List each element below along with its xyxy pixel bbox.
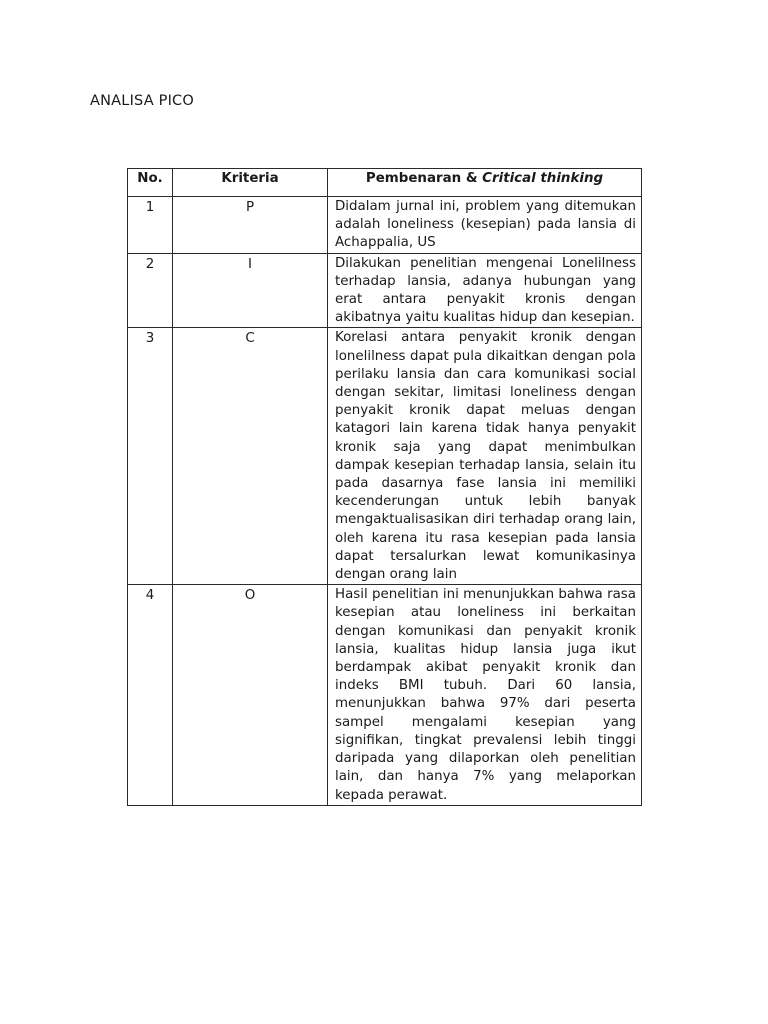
table-row bbox=[128, 253, 642, 328]
table-row bbox=[128, 197, 642, 254]
header-pembenaran bbox=[328, 169, 642, 197]
row-number: 4 bbox=[128, 585, 173, 805]
header-kriteria: Kriteria bbox=[173, 169, 328, 197]
pico-table bbox=[127, 168, 642, 806]
row-pembenaran: Korelasi antara penyakit kronik dengan lonelilness dapat pula dikaitkan dengan pola perilaku lansia dan cara komunikasi social dengan sekitar, limitasi loneliness dengan penyakit kronik dapat meluas dengan katagori lain karena tidak hanya penyakit kronik saja yang dapat menimbulkan dampak kesepian terhadap lansia, selain itu pada dasarnya fase lansia ini memiliki kecenderungan untuk lebih banyak mengaktualisasikan diri terhadap orang lain, oleh karena itu rasa kesepian pada lansia dapat tersalurkan lewat komunikasinya dengan orang lain bbox=[328, 328, 642, 585]
table-header-row bbox=[128, 169, 642, 197]
table-row bbox=[128, 328, 642, 585]
table-row bbox=[128, 585, 642, 805]
header-pembenaran-italic: Critical thinking bbox=[482, 171, 604, 186]
row-pembenaran: Hasil penelitian ini menunjukkan bahwa rasa kesepian atau loneliness ini berkaitan dengan komunikasi dan penyakit kronik lansia, kualitas hidup lansia juga ikut berdampak akibat penyakit kronik dan indeks BMI tubuh. Dari 60 lansia, menunjukkan bahwa 97% dari peserta sampel mengalami kesepian yang signifikan, tingkat prevalensi lebih tinggi daripada yang dilaporkan oleh penelitian lain, dan hanya 7% yang melaporkan kepada perawat. bbox=[328, 585, 642, 805]
row-number: 2 bbox=[128, 253, 173, 328]
row-pembenaran: Dilakukan penelitian mengenai Lonelilness terhadap lansia, adanya hubungan yang erat antara penyakit kronis dengan akibatnya yaitu kualitas hidup dan kesepian. bbox=[328, 253, 642, 328]
row-kriteria: I bbox=[173, 253, 328, 328]
row-number: 3 bbox=[128, 328, 173, 585]
row-kriteria: P bbox=[173, 197, 328, 254]
row-kriteria: C bbox=[173, 328, 328, 585]
row-kriteria: O bbox=[173, 585, 328, 805]
document-title: ANALISA PICO bbox=[90, 93, 194, 109]
row-number: 1 bbox=[128, 197, 173, 254]
header-no: No. bbox=[128, 169, 173, 197]
header-pembenaran-prefix: Pembenaran & bbox=[365, 171, 483, 186]
row-pembenaran: Didalam jurnal ini, problem yang ditemukan adalah loneliness (kesepian) pada lansia di Achappalia, US bbox=[328, 197, 642, 254]
